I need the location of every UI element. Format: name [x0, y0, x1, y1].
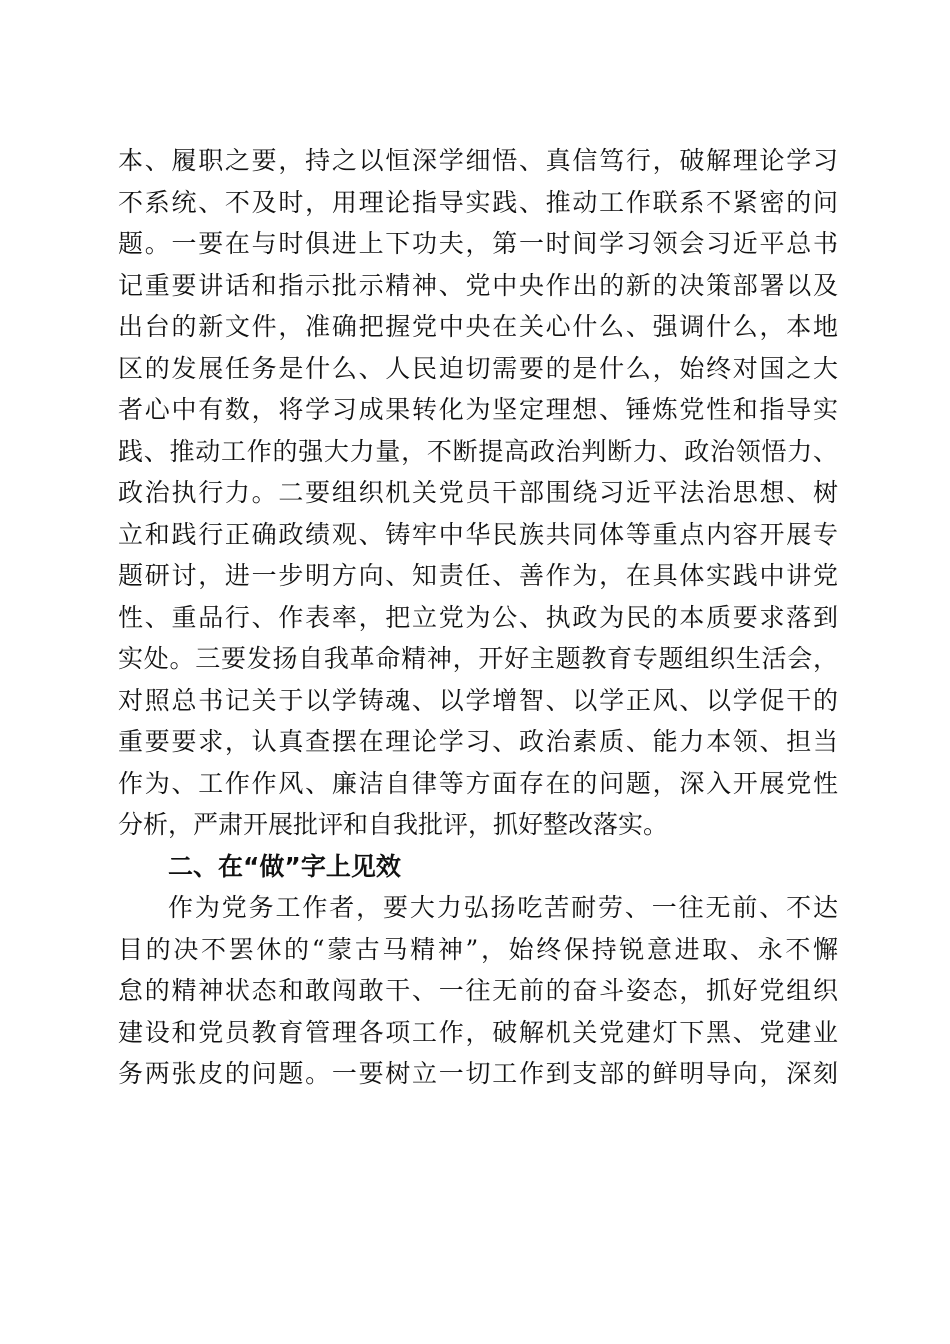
text-line: 分析，严肃开展批评和自我批评，抓好整改落实。: [118, 810, 669, 839]
text-line: 重要要求，认真查摆在理论学习、政治素质、能力本领、担当: [118, 727, 838, 756]
text-line: 对照总书记关于以学铸魂、以学增智、以学正风、以学促干的: [118, 685, 838, 715]
text-line: 作为、工作作风、廉洁自律等方面存在的问题，深入开展党性: [118, 768, 838, 798]
document-body: [118, 140, 838, 1095]
text-line: 出台的新文件，准确把握党中央在关心什么、强调什么，本地: [118, 312, 838, 341]
text-line: 立和践行正确政绩观、铸牢中华民族共同体等重点内容开展专: [118, 519, 838, 549]
text-line: 务两张皮的问题。一要树立一切工作到支部的鲜明导向，深刻: [118, 1059, 838, 1088]
paragraph-2: [118, 887, 838, 1095]
text-line: 目的决不罢休的“蒙古马精神”，始终保持锐意进取、永不懈: [118, 934, 838, 964]
paragraph-1: [118, 140, 838, 846]
text-line: 区的发展任务是什么、人民迫切需要的是什么，始终对国之大: [118, 353, 838, 383]
text-line: 性、重品行、作表率，把立党为公、执政为民的本质要求落到: [118, 602, 838, 632]
text-line: 政治执行力。二要组织机关党员干部围绕习近平法治思想、树: [118, 478, 838, 507]
text-line: 实处。三要发扬自我革命精神，开好主题教育专题组织生活会，: [118, 644, 838, 673]
text-line: 记重要讲话和指示批示精神、党中央作出的新的决策部署以及: [118, 270, 838, 300]
text-line: 践、推动工作的强大力量，不断提高政治判断力、政治领悟力、: [118, 436, 838, 466]
text-line: 本、履职之要，持之以恒深学细悟、真信笃行，破解理论学习: [118, 146, 838, 175]
text-line: 不系统、不及时，用理论指导实践、推动工作联系不紧密的问: [118, 187, 838, 217]
text-line: 怠的精神状态和敢闯敢干、一往无前的奋斗姿态，抓好党组织: [118, 976, 838, 1005]
text-line: 题。一要在与时俱进上下功夫，第一时间学习领会习近平总书: [118, 229, 838, 258]
text-line: 题研讨，进一步明方向、知责任、善作为，在具体实践中讲党: [118, 561, 838, 590]
text-line: 作为党务工作者，要大力弘扬吃苦耐劳、一往无前、不达: [168, 893, 838, 922]
section-heading: 二、在“做”字上见效: [168, 851, 401, 881]
text-line: 者心中有数，将学习成果转化为坚定理想、锤炼党性和指导实: [118, 395, 838, 424]
text-line: 建设和党员教育管理各项工作，破解机关党建灯下黑、党建业: [118, 1017, 838, 1047]
